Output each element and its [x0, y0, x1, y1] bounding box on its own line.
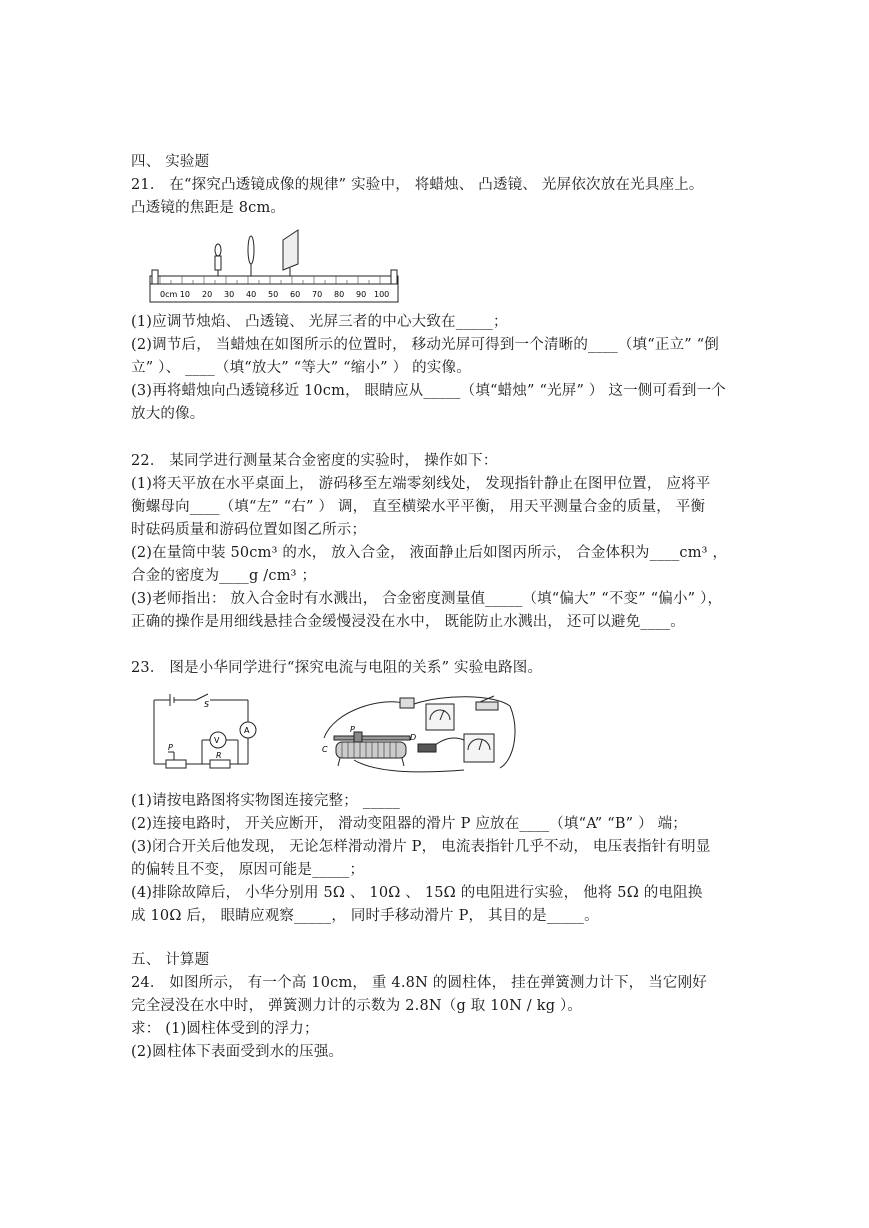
q24-part2: (2)圆柱体下表面受到水的压强。 [131, 1044, 344, 1060]
q22-part1: (1)将天平放在水平桌面上， 游码移至左端零刻线处， 发现指针静止在图甲位置， 应将平 [131, 476, 711, 492]
q22-part2-cont: 合金的密度为____g /cm³ ； [131, 568, 317, 584]
slider-label: P [168, 743, 173, 752]
q22-part2: (2)在量筒中装 50cm³ 的水， 放入合金， 液面静止后如图丙所示， 合金体积为____cm³ ， [131, 545, 728, 561]
resistor-label: R [216, 751, 222, 760]
ammeter-label: A [244, 726, 250, 735]
section-title-experiment: 四、 实验题 [131, 154, 210, 170]
q23-part2: (2)连接电路时， 开关应断开， 滑动变阻器的滑片 P 应放在____（填“A” “B” ） 端； [131, 816, 688, 832]
ruler-label: 60 [290, 290, 301, 299]
ruler-label: 20 [202, 290, 213, 299]
q22-part1-cont: 衡螺母向____（填“左” “右” ） 调， 直至横梁水平平衡， 用天平测量合金的质量， 平衡 [131, 499, 706, 515]
rheostat-icon [334, 732, 410, 766]
slider-p-label: P [350, 725, 355, 734]
q23-part3: (3)闭合开关后他发现， 无论怎样滑动滑片 P， 电流表指针几乎不动， 电压表指针有明显 [131, 839, 711, 855]
ruler-label: 100 [374, 290, 390, 299]
circuit-diagram [148, 692, 266, 772]
q23-part4-cont: 成 10Ω 后， 眼睛应观察_____， 同时手移动滑片 P， 其目的是_____。 [131, 908, 599, 924]
optical-bench-ruler [150, 270, 398, 302]
q22-part3: (3)老师指出： 放入合金时有水溅出， 合金密度测量值_____（填“偏大” “不变” “偏小” ）， [131, 591, 723, 607]
q23-part1: (1)请按电路图将实物图连接完整； _____ [131, 793, 400, 809]
ruler-label: 40 [246, 290, 257, 299]
battery-icon [400, 698, 414, 708]
q21-part2: (2)调节后， 当蜡烛在如图所示的位置时， 移动光屏可得到一个清晰的____（填“正立” “倒 [131, 337, 720, 353]
q24-part1: 求： (1)圆柱体受到的浮力； [131, 1021, 319, 1037]
q21-part3: (3)再将蜡烛向凸透镜移近 10cm， 眼睛应从_____（填“蜡烛” “光屏” ） 这一侧可看到一个 [131, 383, 727, 399]
q22-stem: 22． 某同学进行测量某合金密度的实验时， 操作如下： [131, 453, 498, 469]
ruler-label: 80 [334, 290, 345, 299]
optical-bench-figure [138, 228, 406, 308]
ruler-label: 70 [312, 290, 323, 299]
candle-icon [212, 244, 224, 276]
ruler-label: 50 [268, 290, 279, 299]
voltmeter-label: V [214, 736, 220, 745]
q24-stem-cont: 完全浸没在水中时， 弹簧测力计的示数为 2.8N（g 取 10N / kg ）。 [131, 998, 583, 1014]
light-screen-icon [283, 230, 298, 276]
q23-part4: (4)排除故障后， 小华分别用 5Ω 、 10Ω 、 15Ω 的电阻进行实验， 他将 5Ω 的电阻换 [131, 885, 703, 901]
q21-part2-cont: 立” ）、 ____（填“放大” “等大” “缩小” ） 的实像。 [131, 360, 471, 376]
switch-label: S [204, 700, 210, 709]
q21-part1: (1)应调节烛焰、 凸透镜、 光屏三者的中心大致在_____； [131, 314, 508, 330]
ruler-label: 30 [224, 290, 235, 299]
convex-lens-icon [245, 236, 257, 276]
real-circuit-figure [314, 690, 526, 778]
ruler-label: 0cm 10 [160, 290, 191, 299]
terminal-c-label: C [322, 745, 328, 754]
ruler-label: 90 [356, 290, 367, 299]
q23-stem: 23． 图是小华同学进行“探究电流与电阻的关系” 实验电路图。 [131, 660, 543, 676]
resistor-device-icon [418, 744, 436, 752]
q22-part3-cont: 正确的操作是用细线悬挂合金缓慢浸没在水中， 既能防止水溅出， 还可以避免____。 [131, 614, 685, 630]
q21-stem: 21． 在“探究凸透镜成像的规律” 实验中， 将蜡烛、 凸透镜、 光屏依次放在光具座上。 [131, 177, 704, 193]
section-title-calculation: 五、 计算题 [131, 952, 210, 968]
q23-part3-cont: 的偏转且不变， 原因可能是_____； [131, 862, 365, 878]
q21-stem-cont: 凸透镜的焦距是 8cm。 [131, 200, 286, 216]
q21-part3-cont: 放大的像。 [131, 406, 205, 422]
ammeter-device-icon [426, 704, 454, 730]
voltmeter-device-icon [464, 734, 494, 762]
terminal-d-label: D [410, 733, 417, 742]
q22-part1-cont: 时砝码质量和游码位置如图乙所示； [131, 522, 367, 538]
q24-stem: 24． 如图所示， 有一个高 10cm， 重 4.8N 的圆柱体， 挂在弹簧测力计下， 当它刚好 [131, 975, 707, 991]
